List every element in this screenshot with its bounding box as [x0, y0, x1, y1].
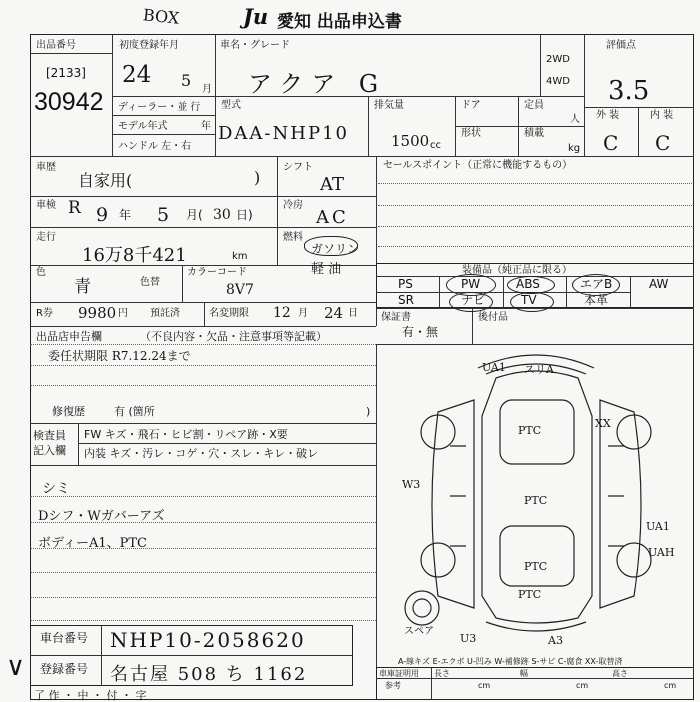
engine-value: 1500 — [391, 132, 430, 150]
equip-tv: TV — [521, 293, 537, 307]
repair-close: ) — [366, 405, 371, 418]
grade-label: 評価点 — [606, 40, 636, 51]
chassis-value: NHP10-2058620 — [110, 628, 306, 652]
door-label: ドア — [461, 100, 481, 111]
handle-label: ハンドル 左・右 — [118, 141, 192, 152]
ac-value: AC — [316, 207, 349, 228]
inspector-row2: 内装 キズ・汚レ・コゲ・穴・スレ・キレ・破レ — [84, 447, 319, 460]
header — [0, 0, 700, 34]
repair-value: 有 (箇所 — [114, 405, 155, 418]
plate-label: 登録番号 — [40, 662, 89, 676]
inspector-label-2: 記入欄 — [33, 444, 66, 457]
sales-points-label: セールスポイント（正常に機能するもの） — [383, 160, 573, 171]
mileage-value: 16万8千421 — [82, 245, 187, 266]
color-label: 色 — [36, 267, 46, 278]
capacity-unit: 人 — [570, 114, 580, 125]
mark-right-uah: UAH — [648, 546, 675, 559]
equip-ps: PS — [398, 277, 413, 291]
certificate-ref: 参考 — [385, 681, 401, 690]
type-label: 型式 — [221, 100, 241, 111]
mileage-unit: km — [232, 251, 248, 262]
recycle-label: R券 — [36, 308, 53, 319]
mark-ptc-hood: PTC — [518, 424, 542, 437]
interior-grade: C — [655, 131, 671, 155]
drive-4wd: 4WD — [546, 76, 570, 87]
mark-rear-u3: U3 — [460, 632, 477, 645]
name-change-month: 12 — [273, 305, 291, 321]
name-change-month-unit: 月 — [298, 308, 308, 319]
bottom-cut-row: 了 作 ・ 中 ・ 付 ・ 字 — [34, 689, 147, 702]
mark-front-ua1: UA1 — [482, 361, 506, 374]
mark-ptc-rear: PTC — [518, 588, 542, 601]
mileage-label: 走行 — [36, 232, 56, 243]
mark-front-sura: スリA — [524, 363, 554, 376]
spare-label: スペア — [404, 626, 434, 637]
mark-xx: XX — [595, 417, 611, 430]
first-reg-month: 5 — [181, 71, 192, 90]
model-value: アクア G — [248, 70, 387, 98]
color-code: 8V7 — [226, 282, 254, 298]
equipment-header: 装備品（純正品に限る） — [462, 265, 572, 276]
color-change-label: 色替 — [140, 277, 160, 288]
certificate-length-unit: cm — [478, 681, 491, 690]
drive-2wd: 2WD — [546, 54, 570, 65]
equip-airbag: エアB — [580, 277, 613, 291]
lot-number: 30942 — [34, 88, 104, 116]
inspection-year: 9 — [96, 204, 109, 226]
first-reg-month-unit: 月 — [202, 84, 212, 95]
box-note: BOX — [142, 5, 181, 28]
declaration-label: 出品店申告欄 — [36, 330, 102, 343]
equip-abs: ABS — [516, 277, 540, 291]
equip-tv-circle — [510, 292, 554, 312]
color-code-label: カラーコード — [187, 267, 247, 278]
chassis-label: 車台番号 — [40, 631, 89, 645]
brand-logo: Ju — [243, 4, 269, 29]
recycle-value: 9980 — [78, 304, 117, 322]
equip-navi: ナビ — [461, 293, 486, 307]
declaration-note: （不良内容・欠品・注意事項等記載） — [140, 330, 327, 343]
lot-label: 出品番号 — [36, 40, 76, 51]
repair-label: 修復歴 — [52, 405, 85, 418]
certificate-height-unit: cm — [664, 681, 677, 690]
equip-aw: AW — [649, 277, 669, 291]
inspection-year-unit: 年 — [119, 208, 132, 222]
shift-label: シフト — [283, 162, 313, 173]
mark-ptc-trunk: PTC — [524, 560, 548, 573]
history-value: 自家用( — [78, 171, 133, 190]
interior-label: 内 装 — [650, 110, 674, 121]
shape-label: 形状 — [461, 128, 481, 139]
model-label: 車名・グレード — [220, 40, 290, 51]
certificate-width-unit: cm — [576, 681, 589, 690]
shift-value: AT — [320, 174, 345, 195]
remark-line2: Dシフ・Wガバーアズ — [38, 509, 165, 524]
lot-bracket: [2133] — [46, 66, 86, 80]
engine-label: 排気量 — [374, 100, 404, 111]
inspection-label: 車検 — [36, 200, 56, 211]
inspection-era: R — [68, 198, 81, 218]
declaration-line1: 委任状期限 R7.12.24まで — [48, 349, 191, 363]
name-change-day-unit: 日 — [348, 308, 358, 319]
equip-sr: SR — [398, 293, 414, 307]
mark-rear-a3: A3 — [548, 634, 563, 647]
mark-ptc-roof: PTC — [524, 494, 548, 507]
name-change-label: 名変期限 — [209, 308, 249, 319]
inspector-label-1: 検査員 — [33, 429, 66, 442]
certificate-width: 幅 — [520, 669, 528, 678]
color-value: 青 — [74, 277, 91, 297]
load-unit: kg — [568, 143, 581, 154]
plate-value: 名古屋 508 ち 1162 — [110, 664, 308, 685]
inspection-day: 30 — [213, 207, 231, 223]
mark-left-w3: W3 — [402, 478, 421, 491]
inspection-day-unit: 日) — [236, 208, 253, 222]
name-change-day: 24 — [324, 304, 344, 322]
capacity-label: 定員 — [524, 100, 544, 111]
dealer-label: ディーラー・並 行 — [118, 102, 201, 113]
remark-line3: ボディーA1、PTC — [38, 536, 147, 551]
ac-label: 冷房 — [283, 200, 303, 211]
engine-unit: cc — [430, 140, 441, 151]
fuel-label: 燃料 — [283, 232, 303, 243]
equip-airbag-circle — [572, 274, 620, 296]
margin-check-mark: ∨ — [6, 652, 26, 682]
history-close: ) — [254, 168, 261, 187]
page-title: 愛知 出品申込書 — [277, 12, 402, 32]
remark-line1: シミ — [42, 481, 70, 497]
certificate-length: 長さ — [434, 669, 450, 678]
load-label: 積載 — [524, 128, 544, 139]
model-year-unit: 年 — [201, 121, 211, 132]
fuel-circle — [304, 236, 358, 256]
inspection-month-unit: 月( — [186, 208, 203, 222]
certificate-height: 高さ — [612, 669, 628, 678]
grade-value: 3.5 — [608, 76, 650, 106]
fuel-value-diesel: 軽 油 — [311, 262, 342, 277]
model-year-label: モデル年式 — [118, 121, 168, 132]
equip-pw: PW — [461, 277, 481, 291]
warranty-value: 有・無 — [402, 325, 439, 339]
first-reg-label: 初度登録年月 — [119, 40, 179, 51]
inspection-month: 5 — [157, 204, 170, 226]
accessories-label: 後付品 — [478, 312, 508, 323]
inspector-row1: FW キズ・飛石・ヒビ割・リペア跡・X要 — [84, 428, 288, 441]
recycle-unit: 円 — [118, 308, 128, 319]
type-value: DAA-NHP10 — [218, 123, 349, 144]
certificate-label: 車庫証明用 — [379, 669, 419, 678]
damage-legend: A-線キズ E-エクボ U-凹み W-補修跡 S-サビ C-腐食 XX-取替済 — [398, 657, 623, 666]
warranty-label: 保証書 — [381, 312, 411, 323]
equip-leather: 本革 — [584, 293, 609, 307]
first-reg-year: 24 — [122, 62, 152, 88]
history-label: 車歴 — [36, 162, 56, 173]
mark-right-ua1: UA1 — [646, 520, 670, 533]
fuel-value-gasoline: ガソリン — [311, 242, 360, 256]
exterior-label: 外 装 — [596, 110, 620, 121]
recycle-deposit: 預託済 — [150, 308, 180, 319]
exterior-grade: C — [603, 131, 619, 155]
certificate-box — [376, 667, 694, 700]
equip-navi-circle — [449, 292, 493, 312]
